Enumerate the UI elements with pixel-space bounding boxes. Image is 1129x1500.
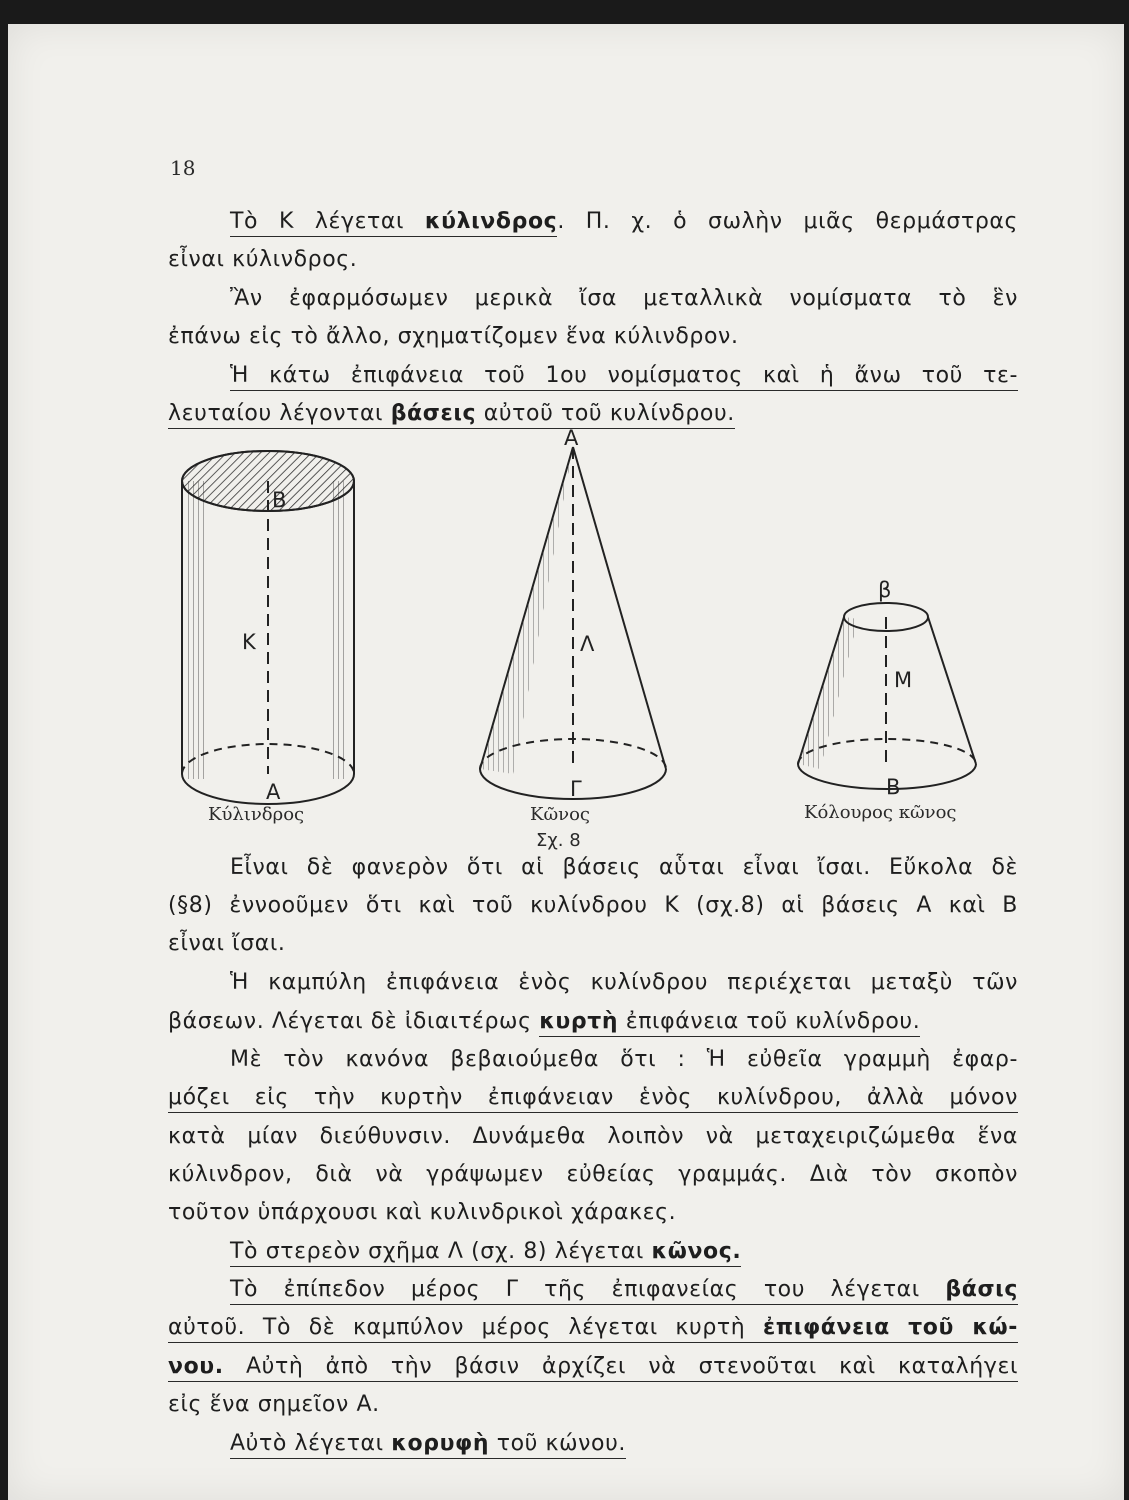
label-cyl-bottom: Α — [266, 780, 281, 804]
text-span: εἶναι ἴσαι. — [168, 931, 286, 956]
text-span: Τὸ στερεὸν σχῆμα Λ (σχ. 8) λέγεται — [230, 1239, 652, 1267]
text-span: (§8) ἐννοοῦμεν ὅτι καὶ τοῦ κυλίνδρου Κ (σχ.8) αἱ βάσεις Α καὶ Β — [168, 893, 1018, 918]
text-span: Ἡ κάτω ἐπιφάνεια τοῦ 1ου νομίσματος καὶ ἡ ἄνω τοῦ τε- — [230, 363, 1018, 391]
text-line — [168, 245, 1018, 275]
text-span: εἰς ἕνα σημεῖον Α. — [168, 1392, 380, 1417]
label-cone-bottom: Γ — [570, 777, 582, 801]
text-line — [230, 853, 1018, 883]
text-span: Ἡ καμπύλη ἐπιφάνεια ἑνὸς κυλίνδρου περιέχεται μεταξὺ τῶν — [230, 970, 1018, 995]
text-line — [230, 361, 1018, 391]
text-line — [168, 1352, 1018, 1382]
text-line — [168, 929, 1018, 959]
text-line — [168, 1007, 1018, 1037]
term-convex-surface: ἐπιφάνεια τοῦ κώ- — [763, 1315, 1018, 1343]
text-span: ἐπιφάνεια τοῦ κυλίνδρου. — [618, 1009, 920, 1037]
caption-cylinder: Κύλινδρος — [208, 804, 305, 825]
solids-illustration — [158, 419, 1028, 859]
text-span: κύλινδρον, διὰ νὰ γράψωμεν εὐθείας γραμμάς. Διὰ τὸν σκοπὸν — [168, 1162, 1018, 1187]
text-line — [230, 1237, 1080, 1267]
label-cyl-top: Β — [272, 488, 287, 512]
term-cone: κῶνος. — [652, 1239, 742, 1267]
page-number: 18 — [170, 156, 196, 180]
text-span: τοῦτον ὑπάρχουσι καὶ κυλινδρικοὶ χάρακες. — [168, 1200, 677, 1225]
text-span: βάσεων. Λέγεται δὲ ἰδιαιτέρως — [168, 1009, 540, 1034]
text-line — [168, 1313, 1018, 1343]
text-line — [168, 322, 1018, 352]
text-span: Τὸ ἐπίπεδον μέρος Γ τῆς ἐπιφανείας του λέγεται — [230, 1277, 945, 1305]
text-span: μόζει εἰς τὴν κυρτὴν ἐπιφάνειαν ἑνὸς κυλίνδρου, ἀλλὰ μόνον — [168, 1085, 1018, 1113]
book-page — [8, 24, 1124, 1500]
text-span: αὐτοῦ τοῦ κυλίνδρου. — [476, 401, 735, 429]
label-frustum-top: β — [878, 578, 892, 602]
text-span: Τὸ Κ λέγεται — [230, 209, 425, 237]
label-cone-mid: Λ — [580, 632, 595, 656]
text-line — [230, 1045, 1018, 1075]
term-base: βάσις — [945, 1277, 1018, 1305]
text-span: τοῦ κώνου. — [489, 1431, 626, 1459]
text-line — [168, 1160, 1018, 1190]
term-vertex: κορυφὴ — [391, 1431, 489, 1459]
text-span: Μὲ τὸν κανόνα βεβαιούμεθα ὅτι : Ἡ εὐθεῖα γραμμὴ ἐφαρ- — [230, 1047, 1018, 1072]
caption-figure-8: Σχ. 8 — [536, 830, 581, 851]
text-span: . Π. χ. ὁ σωλὴν μιᾶς θερμάστρας — [557, 209, 1019, 234]
label-cyl-mid: Κ — [242, 630, 256, 654]
text-line — [230, 968, 1018, 998]
cone-drawing — [480, 447, 666, 799]
text-line — [168, 1198, 1018, 1228]
cylinder-drawing — [182, 451, 354, 804]
caption-cone: Κῶνος — [530, 804, 590, 825]
frustum-drawing — [798, 603, 976, 789]
text-span: Ἂν ἐφαρμόσωμεν μερικὰ ἴσα μεταλλικὰ νομίσματα τὸ ἓν — [230, 286, 1018, 311]
text-span: Αὐτὴ ἀπὸ τὴν βάσιν ἀρχίζει νὰ στενοῦται καὶ καταλήγει — [224, 1354, 1018, 1382]
label-frustum-bottom: Β — [886, 775, 901, 799]
label-frustum-mid: Μ — [894, 668, 913, 692]
text-span: ἐπάνω εἰς τὸ ἄλλο, σχηματίζομεν ἕνα κύλινδρον. — [168, 324, 739, 349]
term-convex: κυρτὴ — [539, 1009, 618, 1037]
text-line — [230, 1429, 1080, 1459]
text-line — [168, 1122, 1018, 1152]
text-line — [230, 284, 1018, 314]
figure-8 — [158, 419, 1028, 859]
term-bases: βάσεις — [391, 401, 476, 429]
text-line — [168, 1083, 1018, 1113]
text-span: Εἶναι δὲ φανερὸν ὅτι αἱ βάσεις αὗται εἶναι ἴσαι. Εὔκολα δὲ — [230, 855, 1018, 880]
text-line — [230, 207, 1018, 237]
text-span: Αὐτὸ λέγεται — [230, 1431, 391, 1459]
text-line — [230, 1275, 1018, 1305]
label-cone-apex: Α — [564, 426, 579, 450]
text-span: εἶναι κύλινδρος. — [168, 247, 358, 272]
text-span: κατὰ μίαν διεύθυνσιν. Δυνάμεθα λοιπὸν νὰ μεταχειριζώμεθα ἕνα — [168, 1124, 1018, 1149]
term-cone-end: νου. — [168, 1354, 224, 1382]
caption-frustum: Κόλουρος κῶνος — [804, 802, 957, 823]
term-cylinder: κύλινδρος — [425, 209, 557, 237]
text-line — [168, 1390, 1018, 1420]
text-line — [168, 891, 1018, 921]
text-span: αὐτοῦ. Τὸ δὲ καμπύλον μέρος λέγεται κυρτὴ — [168, 1315, 763, 1343]
text-span: λευταίου λέγονται — [168, 401, 391, 429]
